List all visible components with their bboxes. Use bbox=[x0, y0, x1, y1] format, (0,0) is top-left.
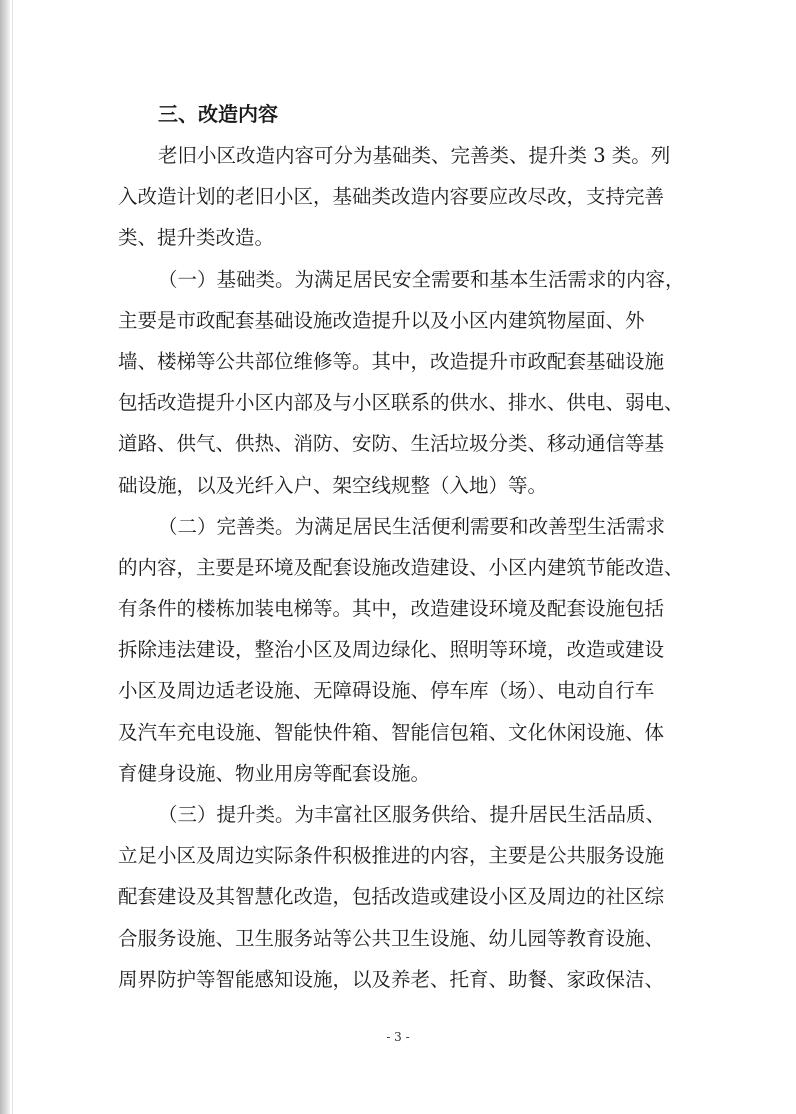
section-heading: 三、改造内容 bbox=[158, 102, 278, 126]
paragraph-line: （三）提升类。为丰富社区服务供给、提升居民生活品质、 bbox=[158, 803, 666, 826]
paragraph-line: 入改造计划的老旧小区，基础类改造内容要应改尽改，支持完善 bbox=[118, 185, 665, 209]
paragraph-line: 立足小区及周边实际条件积极推进的内容，主要是公共服务设施 bbox=[118, 844, 665, 868]
page-number: - 3 - bbox=[386, 1030, 410, 1044]
paragraph-line: 育健身设施、物业用房等配套设施。 bbox=[118, 761, 431, 785]
paragraph-line: 周界防护等智能感知设施，以及养老、托育、助餐、家政保洁、 bbox=[118, 967, 665, 991]
page-binding-edge bbox=[0, 0, 10, 1114]
paragraph-line: 主要是市政配套基础设施改造提升以及小区内建筑物屋面、外 bbox=[118, 308, 645, 332]
paragraph-line: 及汽车充电设施、智能快件箱、智能信包箱、文化休闲设施、体 bbox=[118, 720, 665, 744]
paragraph-line: 有条件的楼栋加装电梯等。其中，改造建设环境及配套设施包括 bbox=[118, 597, 665, 621]
page-edge-line bbox=[12, 0, 13, 1114]
paragraph-line: 小区及周边适老设施、无障碍设施、停车库（场）、电动自行车 bbox=[118, 679, 655, 703]
paragraph-basic-category bbox=[118, 259, 694, 506]
paragraph-line: 包括改造提升小区内部及与小区联系的供水、排水、供电、弱电、 bbox=[118, 391, 684, 415]
paragraph-line: 道路、供气、供热、消防、安防、生活垃圾分类、移动通信等基 bbox=[118, 432, 665, 456]
paragraph-line: 配套建设及其智慧化改造，包括改造或建设小区及周边的社区综 bbox=[118, 885, 665, 909]
paragraph-line: 老旧小区改造内容可分为基础类、完善类、提升类 3 类。列 bbox=[158, 144, 671, 167]
paragraph-line: 础设施，以及光纤入户、架空线规整（入地）等。 bbox=[118, 473, 548, 497]
paragraph-line: 墙、楼梯等公共部位维修等。其中，改造提升市政配套基础设施 bbox=[118, 349, 665, 373]
paragraph-line: 类、提升类改造。 bbox=[118, 226, 275, 250]
paragraph-line: （一）基础类。为满足居民安全需要和基本生活需求的内容， bbox=[158, 267, 685, 291]
paragraph-upgrade-category bbox=[118, 794, 694, 1000]
paragraph-line: 拆除违法建设，整治小区及周边绿化、照明等环境，改造或建设 bbox=[118, 638, 665, 662]
document-body bbox=[118, 94, 694, 1000]
paragraph-line: （二）完善类。为满足居民生活便利需要和改善型生活需求 bbox=[158, 514, 666, 538]
paragraph-line: 的内容，主要是环境及配套设施改造建设、小区内建筑节能改造、 bbox=[118, 555, 684, 579]
paragraph-line: 合服务设施、卫生服务站等公共卫生设施、幼儿园等教育设施、 bbox=[118, 926, 665, 950]
paragraph-improvement-category bbox=[118, 506, 694, 794]
paragraph-intro bbox=[118, 135, 694, 259]
